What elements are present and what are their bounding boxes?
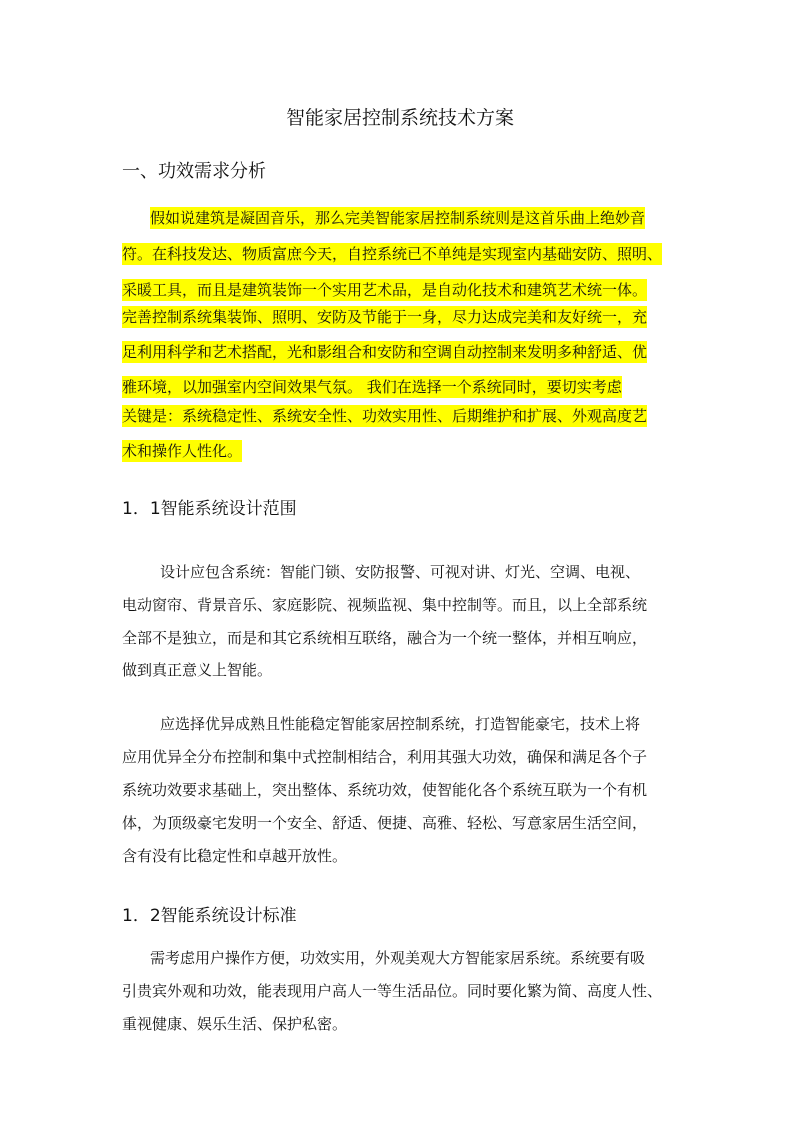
paragraph-line: 足利用科学和艺术搭配，光和影组合和安防和空调自动控制来发明多种舒适、优 — [122, 343, 648, 361]
paragraph-line: 关键是：系统稳定性、系统安全性、功效实用性、后期维护和扩展、外观高度艺 — [122, 407, 648, 425]
paragraph-line: 体，为顶级豪宅发明一个安全、舒适、便捷、高雅、轻松、写意家居生活空间， — [122, 814, 648, 832]
paragraph-line: 设计应包含系统：智能门锁、安防报警、可视对讲、灯光、空调、电视、 — [160, 563, 641, 581]
paragraph-line: 全部不是独立，而是和其它系统相互联络，融合为一个统一整体，并相互响应， — [122, 629, 648, 647]
paragraph-line: 应用优异全分布控制和集中式控制相结合，利用其强大功效，确保和满足各个子 — [122, 748, 648, 766]
paragraph-line: 电动窗帘、背景音乐、家庭影院、视频监视、集中控制等。而且，以上全部系统 — [122, 596, 648, 614]
paragraph-line: 需考虑用户操作方便，功效实用，外观美观大方智能家居系统。系统要有吸 — [150, 949, 646, 967]
paragraph-line: 引贵宾外观和功效，能表现用户高人一等生活品位。同时要化繁为简、高度人性、 — [122, 982, 663, 1000]
paragraph-line: 雅环境，以加强室内空间效果气氛。 我们在选择一个系统同时，要切实考虑 — [122, 378, 622, 396]
paragraph-line: 做到真正意义上智能。 — [122, 661, 273, 679]
paragraph-line: 系统功效要求基础上，突出整体、系统功效，使智能化各个系统互联为一个有机 — [122, 781, 648, 799]
section-heading-design-standard: 1．2智能系统设计标准 — [122, 906, 297, 926]
document-title: 智能家居控制系统技术方案 — [285, 107, 514, 129]
paragraph-line: 假如说建筑是凝固音乐，那么完美智能家居控制系统则是这首乐曲上绝妙音 — [150, 209, 646, 227]
section-heading-design-scope: 1．1智能系统设计范围 — [122, 499, 297, 519]
paragraph-line: 采暖工具，而且是建筑装饰一个实用艺术品，是自动化技术和建筑艺术统一体。 — [122, 281, 648, 299]
section-heading-function-analysis: 一、功效需求分析 — [122, 161, 266, 182]
paragraph-line: 符。在科技发达、物质富庶今天，自控系统已不单纯是实现室内基础安防、照明、 — [122, 245, 663, 263]
paragraph-line: 含有没有比稳定性和卓越开放性。 — [122, 847, 348, 865]
paragraph-line: 应选择优异成熟且性能稳定智能家居控制系统，打造智能豪宅，技术上将 — [160, 715, 641, 733]
paragraph-line: 完善控制系统集装饰、照明、安防及节能于一身，尽力达成完美和友好统一，充 — [122, 308, 648, 326]
paragraph-line: 重视健康、娱乐生活、保护私密。 — [122, 1015, 348, 1033]
paragraph-line: 术和操作人性化。 — [122, 442, 243, 460]
